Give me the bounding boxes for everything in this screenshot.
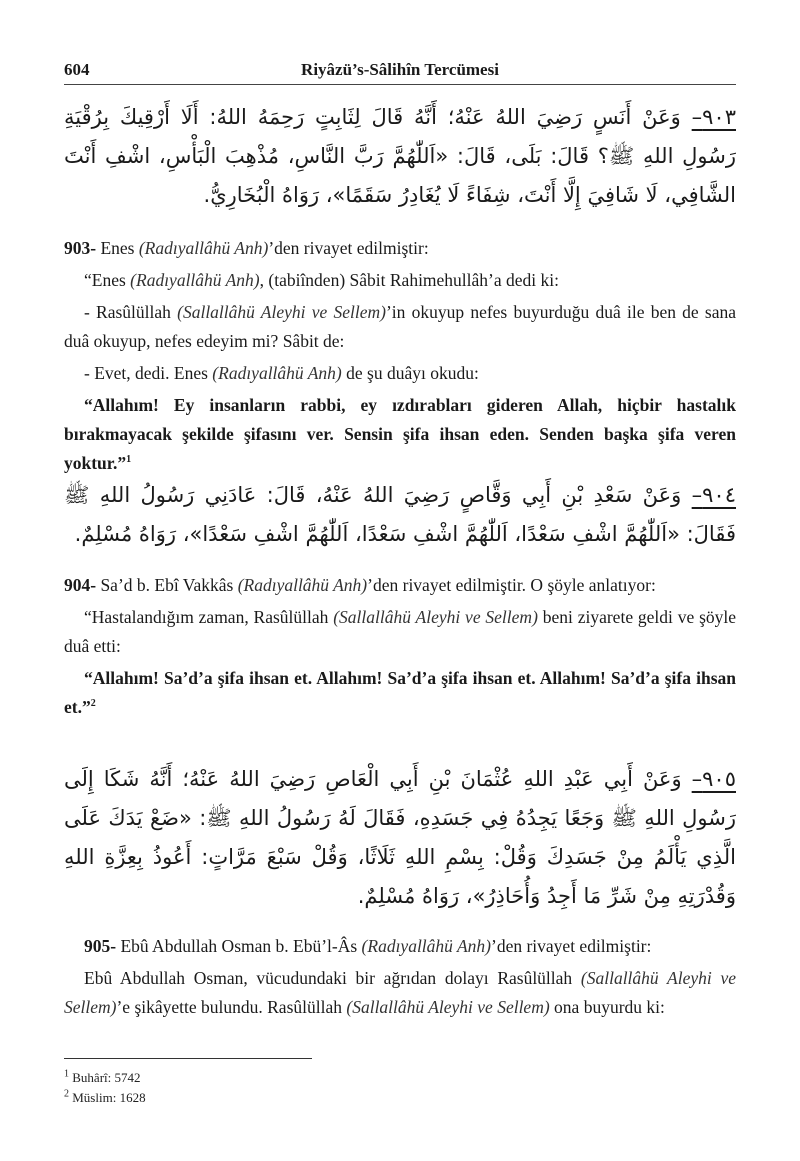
honorific: (Sallallâhü Aleyhi ve Sellem): [333, 607, 538, 627]
footnote-marker: 1: [126, 454, 132, 466]
text: - Evet, dedi. Enes: [84, 363, 208, 383]
header-rule: [64, 84, 736, 85]
hadith-number: 904-: [64, 575, 97, 595]
footnote-1: [64, 1070, 141, 1086]
text: ona buyurdu ki:: [554, 997, 665, 1017]
footnote-mark: 2: [64, 1088, 69, 1100]
text: ’den rivayet edilmiştir:: [268, 238, 429, 258]
text: ’in okuyup nefes buyurduğu duâ ile ben de sana duâ okuyup, nefes edeyim mi? Sâbit de:: [64, 302, 737, 351]
paragraph: [64, 603, 736, 661]
honorific: (Radıyallâhü Anh): [212, 363, 342, 383]
text: Ebû Abdullah Osman, vücudundaki bir ağrıdan dolayı Rasûlüllah: [84, 968, 573, 988]
prayer-translation: [64, 391, 736, 478]
hadith-number: 905-: [84, 936, 117, 956]
page-number: 604: [64, 60, 90, 79]
honorific: (Radıyallâhü Anh): [138, 238, 269, 258]
arabic-text: وَعَنْ سَعْدِ بْنِ أَبِي وَقَّاصٍ رَضِيَ اللهُ عَنْهُ، قَالَ: عَادَنِي رَسُولُ اللهِ ﷺ فَقَالَ: «اَللّٰهُمَّ اشْفِ سَعْدًا، اَللّٰهُمَّ اشْفِ سَعْدًا، اَللّٰهُمَّ اشْفِ سَعْدًا»، رَوَاهُ مُسْلِمٌ.: [64, 483, 736, 546]
paragraph: [64, 964, 736, 1022]
text: “Allahım! Sa’d’a şifa ihsan et. Allahım! Sa’d’a şifa ihsan et. Allahım! Sa’d’a şifa ihsan et.”: [64, 668, 736, 717]
text: ’e şikâyette bulundu. Rasûlüllah: [116, 997, 342, 1017]
arabic-text: وَعَنْ أَبِي عَبْدِ اللهِ عُثْمَانَ بْنِ أَبِي الْعَاصِ رَضِيَ اللهُ عَنْهُ؛ أَنَّهُ شَكَا إِلَى رَسُولِ اللهِ ﷺ وَجَعًا يَجِدُهُ فِي جَسَدِهِ، فَقَالَ لَهُ رَسُولُ اللهِ ﷺ: «ضَعْ يَدَكَ عَلَى الَّذِي يَأْلَمُ مِنْ جَسَدِكَ وَقُلْ: بِسْمِ اللهِ ثَلَاثًا، وَقُلْ سَبْعَ مَرَّاتٍ: أَعُوذُ بِعِزَّةِ اللهِ وَقُدْرَتِهِ مِنْ شَرِّ مَا أَجِدُ وَأُحَاذِرُ»، رَوَاهُ مُسْلِمٌ.: [64, 767, 736, 908]
footnote-text: Buhârî: 5742: [72, 1070, 141, 1085]
footnote-2: [64, 1090, 146, 1106]
text: Sa’d b. Ebî Vakkâs: [100, 575, 234, 595]
text: ’den rivayet edilmiştir. O şöyle anlatıyor:: [367, 575, 656, 595]
running-title: Riyâzü’s-Sâlihîn Tercümesi: [301, 60, 499, 79]
text: Enes: [100, 238, 135, 258]
honorific: (Sallallâhü Aleyhi ve Sellem): [177, 302, 386, 322]
text: “Hastalandığım zaman, Rasûlüllah: [84, 607, 329, 627]
hadith-number-arabic: ٩٠٣–: [691, 105, 736, 129]
paragraph: [64, 571, 736, 600]
text: de şu duâyı okudu:: [346, 363, 479, 383]
paragraph: [64, 298, 736, 356]
hadith-number-arabic: ٩٠٥–: [691, 767, 736, 791]
footnote-marker: 2: [90, 698, 96, 710]
hadith-903-translation: [64, 234, 736, 478]
arabic-text: وَعَنْ أَنَسٍ رَضِيَ اللهُ عَنْهُ؛ أَنَّهُ قَالَ لِثَابِتٍ رَحِمَهُ اللهُ: أَلَا أَرْقِيكَ بِرُقْيَةِ رَسُولِ اللهِ ﷺ؟ قَالَ: بَلَى، قَالَ: «اَللّٰهُمَّ رَبَّ النَّاسِ، مُذْهِبَ الْبَأْسِ، اشْفِ أَنْتَ الشَّافِي، لَا شَافِيَ إِلَّا أَنْتَ، شِفَاءً لَا يُغَادِرُ سَقَمًا»، رَوَاهُ الْبُخَارِيُّ.: [64, 105, 736, 207]
text: ’den rivayet edilmiştir:: [491, 936, 652, 956]
hadith-number: 903-: [64, 238, 97, 258]
hadith-number-arabic: ٩٠٤–: [691, 483, 736, 507]
text: - Rasûlüllah: [84, 302, 171, 322]
hadith-904-translation: [64, 571, 736, 722]
text: “Enes: [84, 270, 126, 290]
hadith-904-arabic: [64, 476, 736, 554]
footnote-rule: [64, 1058, 312, 1059]
hadith-905-translation: [64, 932, 736, 1022]
prayer-translation: [64, 664, 736, 722]
text: Ebû Abdullah Osman b. Ebü’l-Âs: [120, 936, 358, 956]
text: “Allahım! Ey insanların rabbi, ey ızdırabları gideren Allah, hiçbir hastalık bırakmayacak şekilde şifasını ver. Sensin şifa ihsan eden. Senden başka şifa veren yoktur.”: [64, 395, 736, 473]
text: , (tabiînden) Sâbit Rahimehullâh’a dedi ki:: [259, 270, 559, 290]
honorific: (Sallallâhü Aleyhi ve Sellem): [346, 997, 550, 1017]
text: beni ziyarete geldi ve şöyle duâ etti:: [64, 607, 737, 656]
paragraph: [64, 266, 736, 295]
hadith-905-arabic: [64, 760, 736, 916]
honorific: (Radıyallâhü Anh): [237, 575, 368, 595]
paragraph: [64, 359, 736, 388]
hadith-903-arabic: [64, 98, 736, 215]
footnote-mark: 1: [64, 1068, 69, 1080]
honorific: (Radıyallâhü Anh): [361, 936, 491, 956]
honorific: (Sallallâhü Aleyhi ve Sellem): [64, 968, 736, 1017]
footnote-text: Müslim: 1628: [72, 1090, 146, 1105]
paragraph: [64, 932, 736, 961]
honorific: (Radıyallâhü Anh): [130, 270, 260, 290]
paragraph: [64, 234, 736, 263]
